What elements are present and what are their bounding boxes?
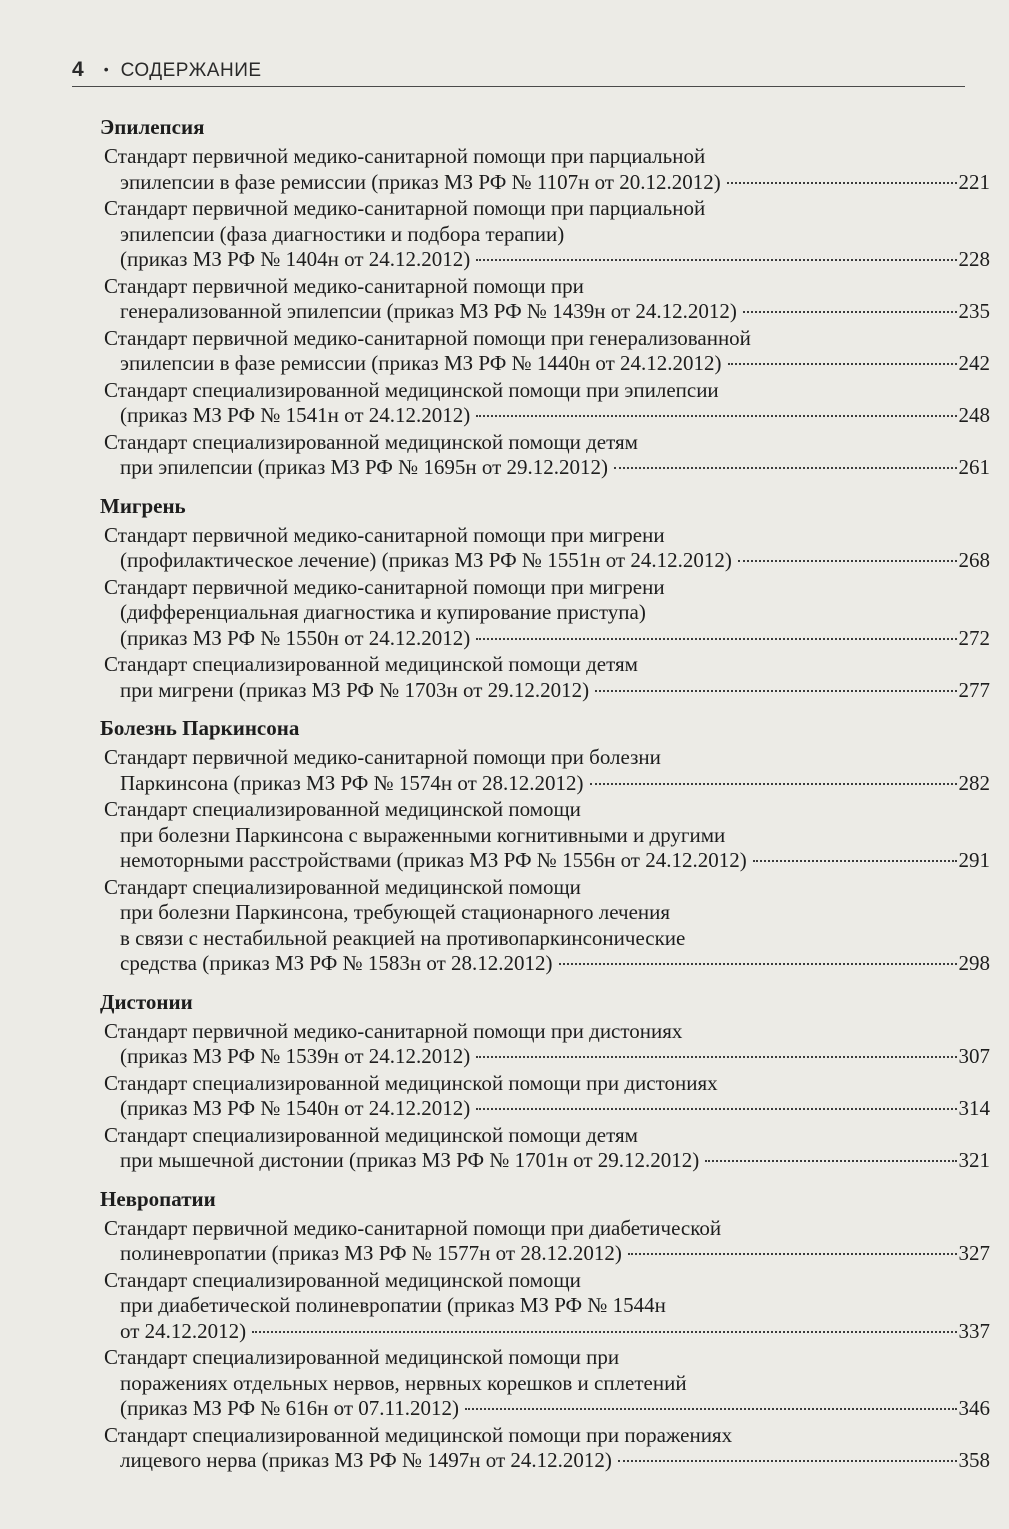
toc-page-number: 314 <box>958 1096 990 1120</box>
toc-entry-line <box>104 1123 990 1149</box>
toc-entry <box>100 144 990 195</box>
toc-entry-text: Паркинсона (приказ МЗ РФ № 1574н от 28.12.2012) <box>120 770 584 795</box>
section-title: Невропатии <box>100 1186 216 1211</box>
toc-entry-text: Стандарт первичной медико-санитарной помощи при парциальной <box>104 196 706 220</box>
toc-entry-line <box>104 900 990 926</box>
toc-entry-line <box>104 797 990 823</box>
section-title: Эпилепсия <box>100 115 205 139</box>
toc-page-number: 272 <box>958 625 990 650</box>
toc-entry-line <box>104 823 990 849</box>
toc-entry-line <box>104 1216 990 1242</box>
toc-entry <box>100 1423 990 1474</box>
toc-entry-line <box>104 1396 990 1422</box>
section-title: Дистонии <box>100 989 193 1014</box>
toc-entry-line <box>104 1371 990 1397</box>
toc-entry-text: Стандарт специализированной медицинской помощи <box>104 797 581 821</box>
toc-entry-line <box>104 678 990 704</box>
toc-entry-line <box>104 848 990 874</box>
toc-page-number: 291 <box>958 848 990 872</box>
toc-entry-text: Стандарт первичной медико-санитарной помощи при диабетической <box>104 1215 722 1240</box>
toc-page-number: 282 <box>958 770 990 795</box>
toc-entry-text: (приказ МЗ РФ № 1541н от 24.12.2012) <box>120 403 471 427</box>
toc-entry-text: (приказ МЗ РФ № 1404н от 24.12.2012) <box>120 247 471 271</box>
toc-entry-text: при эпилепсии (приказ МЗ РФ № 1695н от 29.12.2012) <box>120 455 609 479</box>
dot-leader <box>476 415 956 417</box>
toc-entry-text: Стандарт специализированной медицинской помощи детям <box>104 652 638 676</box>
toc-page-number: 321 <box>958 1148 990 1172</box>
dot-leader <box>728 363 957 365</box>
running-header <box>72 58 965 87</box>
toc-entry-line <box>104 430 990 456</box>
dot-leader <box>753 860 957 862</box>
dot-leader <box>727 182 957 184</box>
toc-page-number: 221 <box>958 169 990 194</box>
toc-entry <box>100 575 990 652</box>
toc-entry-line <box>104 196 990 222</box>
toc-entry-text: Стандарт первичной медико-санитарной помощи при мигрени <box>104 522 665 547</box>
dot-leader <box>590 783 957 785</box>
toc-entry-text: Стандарт специализированной медицинской помощи при <box>104 1345 620 1369</box>
toc-page-number: 235 <box>958 299 990 323</box>
toc-entry-line <box>104 575 990 601</box>
section-title: Мигрень <box>100 493 186 518</box>
toc-entry-line <box>104 951 990 977</box>
toc-entry-line <box>104 548 990 574</box>
toc-entry-line <box>104 626 990 652</box>
toc-entry-text: Стандарт первичной медико-санитарной помощи при генерализованной <box>104 325 751 350</box>
toc-entry <box>100 1345 990 1422</box>
toc-page-number: 307 <box>958 1044 990 1068</box>
toc-entry-text: Стандарт первичной медико-санитарной помощи при <box>104 273 584 298</box>
toc-entry-text: полиневропатии (приказ МЗ РФ № 1577н от 28.12.2012) <box>120 1241 622 1265</box>
toc-entry-line <box>104 771 990 797</box>
dot-leader <box>743 311 957 313</box>
section-title: Болезнь Паркинсона <box>100 716 300 740</box>
toc-entry-line <box>104 1241 990 1267</box>
toc-entry-text: (приказ МЗ РФ № 1539н от 24.12.2012) <box>120 1044 471 1068</box>
toc-entry-line <box>104 1293 990 1319</box>
toc-entry-line <box>104 1319 990 1345</box>
dot-leader <box>476 259 956 261</box>
toc-entry-line <box>104 523 990 549</box>
toc-entry <box>100 875 990 977</box>
toc-entry-line <box>104 144 990 170</box>
table-of-contents <box>100 114 990 1475</box>
toc-page-number: 358 <box>958 1448 990 1472</box>
toc-entry-text: Стандарт специализированной медицинской помощи детям <box>104 1122 638 1147</box>
toc-entry-text: Стандарт первичной медико-санитарной помощи при болезни <box>104 745 661 769</box>
toc-entry-text: поражениях отдельных нервов, нервных корешков и сплетений <box>120 1370 687 1395</box>
toc-entry-line <box>104 600 990 626</box>
toc-entry-line <box>104 455 990 481</box>
toc-entry-text: Стандарт первичной медико-санитарной помощи при дистониях <box>104 1018 683 1043</box>
toc-entry-line <box>104 170 990 196</box>
toc-entry-line <box>104 745 990 771</box>
toc-entry <box>100 274 990 325</box>
toc-entry-text: Стандарт специализированной медицинской помощи детям <box>104 429 638 454</box>
toc-entry-line <box>104 247 990 273</box>
bullet-icon: • <box>103 61 109 77</box>
toc-entry <box>100 378 990 429</box>
toc-entry-line <box>104 652 990 678</box>
toc-entry-text: (приказ МЗ РФ № 1540н от 24.12.2012) <box>120 1096 471 1120</box>
dot-leader <box>476 1056 956 1058</box>
toc-entry-text: при мышечной дистонии (приказ МЗ РФ № 1701н от 29.12.2012) <box>120 1148 700 1172</box>
toc-entry-text: Стандарт специализированной медицинской помощи при эпилепсии <box>104 377 719 402</box>
toc-entry-line <box>104 1423 990 1449</box>
toc-entry <box>100 797 990 874</box>
toc-page-number: 327 <box>958 1241 990 1265</box>
toc-entry-text: (профилактическое лечение) (приказ МЗ РФ № 1551н от 24.12.2012) <box>120 548 732 572</box>
toc-entry-line <box>104 378 990 404</box>
toc-entry-line <box>104 1345 990 1371</box>
toc-page-number: 346 <box>958 1396 990 1420</box>
toc-entry-text: эпилепсии (фаза диагностики и подбора терапии) <box>120 221 565 246</box>
toc-entry-text: Стандарт первичной медико-санитарной помощи при парциальной <box>104 144 706 168</box>
dot-leader <box>252 1331 956 1333</box>
dot-leader <box>476 638 956 640</box>
toc-entry-line <box>104 326 990 352</box>
dot-leader <box>738 560 957 562</box>
toc-entry-text: средства (приказ МЗ РФ № 1583н от 28.12.2012) <box>120 951 553 975</box>
toc-entry <box>100 523 990 574</box>
toc-entry-text: немоторными расстройствами (приказ МЗ РФ № 1556н от 24.12.2012) <box>120 848 747 872</box>
dot-leader <box>628 1253 957 1255</box>
toc-entry <box>100 1216 990 1267</box>
toc-entry-text: при мигрени (приказ МЗ РФ № 1703н от 29.12.2012) <box>120 677 590 702</box>
toc-entry-line <box>104 1268 990 1294</box>
dot-leader <box>618 1460 957 1462</box>
toc-entry-text: Стандарт специализированной медицинской помощи при дистониях <box>104 1070 718 1095</box>
toc-entry-text: при болезни Паркинсона с выраженными когнитивными и другими <box>120 822 726 847</box>
toc-entry-line <box>104 351 990 377</box>
toc-entry <box>100 1123 990 1174</box>
toc-entry-text: эпилепсии в фазе ремиссии (приказ МЗ РФ № 1440н от 24.12.2012) <box>120 351 722 375</box>
dot-leader <box>559 963 957 965</box>
toc-entry-line <box>104 1096 990 1122</box>
toc-entry-line <box>104 274 990 300</box>
page-number: 4 <box>72 58 84 81</box>
toc-entry-text: эпилепсии в фазе ремиссии (приказ МЗ РФ № 1107н от 20.12.2012) <box>120 169 721 194</box>
toc-page-number: 268 <box>958 548 990 572</box>
dot-leader <box>465 1408 957 1410</box>
toc-entry-text: лицевого нерва (приказ МЗ РФ № 1497н от 24.12.2012) <box>120 1448 612 1472</box>
toc-entry <box>100 326 990 377</box>
toc-entry-text: в связи с нестабильной реакцией на противопаркинсонические <box>120 925 686 950</box>
toc-entry-text: от 24.12.2012) <box>120 1318 247 1343</box>
toc-entry-text: (приказ МЗ РФ № 1550н от 24.12.2012) <box>120 625 471 650</box>
toc-page-number: 248 <box>958 403 990 427</box>
toc-page-number: 228 <box>958 247 990 271</box>
toc-page-number: 242 <box>958 351 990 375</box>
toc-page-number: 261 <box>958 455 990 479</box>
toc-entry-line <box>104 299 990 325</box>
toc-entry-line <box>104 1019 990 1045</box>
toc-entry-text: при диабетической полиневропатии (приказ МЗ РФ № 1544н <box>120 1293 666 1317</box>
toc-entry-line <box>104 222 990 248</box>
toc-entry <box>100 1019 990 1070</box>
toc-entry-text: (дифференциальная диагностика и купирование приступа) <box>120 600 646 624</box>
toc-entry <box>100 1268 990 1345</box>
toc-entry-text: Стандарт специализированной медицинской помощи <box>104 1267 581 1292</box>
toc-page-number: 337 <box>958 1318 990 1343</box>
toc-entry-line <box>104 1148 990 1174</box>
toc-entry-text: Стандарт первичной медико-санитарной помощи при мигрени <box>104 574 665 599</box>
toc-entry <box>100 745 990 796</box>
toc-entry-line <box>104 875 990 901</box>
toc-entry-text: Стандарт специализированной медицинской помощи при поражениях <box>104 1422 733 1447</box>
toc-entry-line <box>104 926 990 952</box>
toc-entry-text: генерализованной эпилепсии (приказ МЗ РФ № 1439н от 24.12.2012) <box>120 299 737 323</box>
toc-entry <box>100 1071 990 1122</box>
toc-entry <box>100 430 990 481</box>
dot-leader <box>595 690 956 692</box>
running-header-title: СОДЕРЖАНИЕ <box>120 60 262 81</box>
dot-leader <box>614 467 956 469</box>
toc-entry-line <box>104 1044 990 1070</box>
toc-entry-line <box>104 403 990 429</box>
toc-entry-text: Стандарт специализированной медицинской помощи <box>104 874 581 899</box>
dot-leader <box>705 1160 956 1162</box>
toc-entry <box>100 196 990 273</box>
toc-entry-line <box>104 1071 990 1097</box>
toc-entry-text: при болезни Паркинсона, требующей стационарного лечения <box>120 900 671 924</box>
dot-leader <box>476 1108 956 1110</box>
toc-page-number: 277 <box>958 677 990 702</box>
toc-entry-text: (приказ МЗ РФ № 616н от 07.11.2012) <box>120 1396 459 1420</box>
toc-entry-line <box>104 1448 990 1474</box>
toc-entry <box>100 652 990 703</box>
toc-page-number: 298 <box>958 951 990 975</box>
